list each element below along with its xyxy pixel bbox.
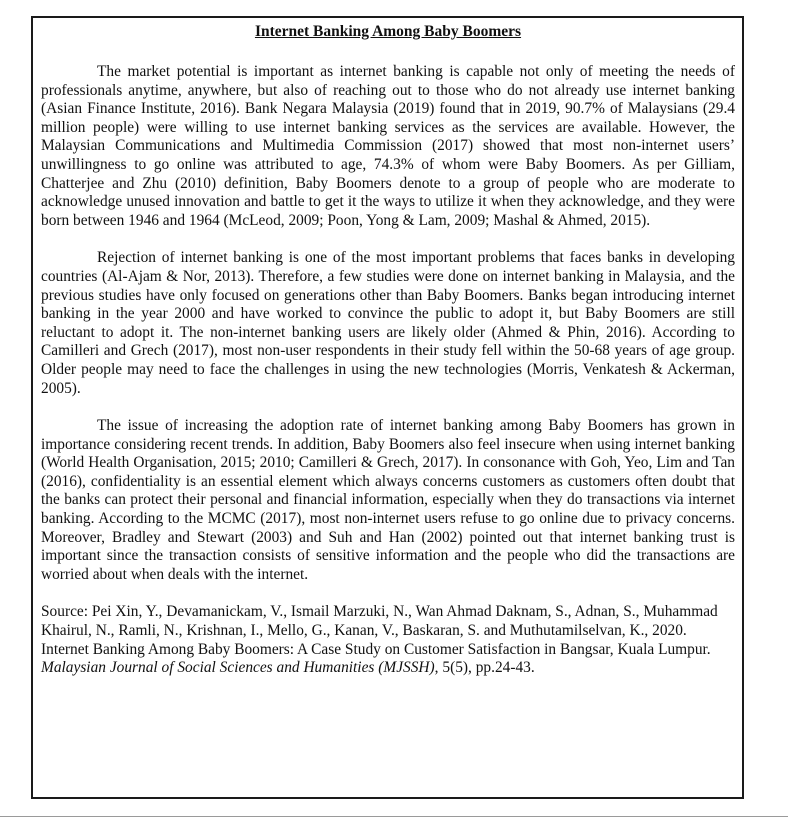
paragraph-market-potential: The market potential is important as internet banking is capable not only of meeting the needs of professionals anytime, anywhere, but also of reaching out to those who do not already use internet banking (Asian Finance Institute, 2016). Bank Negara Malaysia (2019) found that in 2019, 90.7% of Malaysians (29.4 million people) were willing to use internet banking services as the services are available. However, the Malaysian Communications and Multimedia Commission (2017) showed that most non-internet users’ unwillingness to go online was attributed to age, 74.3% of whom were Baby Boomers. As per Gilliam, Chatterjee and Zhu (2010) definition, Baby Boomers denote to a group of people who are moderate to acknowledge unused innovation and battle to get it the ways to utilize it when they acknowledge, and they were born between 1946 and 1964 (McLeod, 2009; Poon, Yong & Lam, 2009; Mashal & Ahmed, 2015). xyxy=(41,63,735,229)
article-frame xyxy=(31,16,744,799)
source-tail: , 5(5), pp.24-43. xyxy=(434,659,535,677)
journal-name: Malaysian Journal of Social Sciences and Humanities (MJSSH) xyxy=(41,659,435,677)
page-bottom-rule xyxy=(0,816,788,817)
source-citation xyxy=(41,603,735,677)
paragraph-rejection: Rejection of internet banking is one of the most important problems that faces banks in developing countries (Al-Ajam & Nor, 2013). Therefore, a few studies were done on internet banking in Malaysia, and the previous studies have only focused on generations other than Baby Boomers. Banks began introducing internet banking in the year 2000 and have worked to convince the public to adopt it, but Baby Boomers are still reluctant to adopt it. The non-internet banking users are likely older (Ahmed & Phin, 2016). According to Camilleri and Grech (2017), most non-user respondents in their study fell within the 50-68 years of age group. Older people may need to face the challenges in using the new technologies (Morris, Venkatesh & Ackerman, 2005). xyxy=(41,249,735,397)
source-text: Source: Pei Xin, Y., Devamanickam, V., Ismail Marzuki, N., Wan Ahmad Daknam, S., Adnan, S., Muhammad Khairul, N., Ramli, N., Krishnan, I., Mello, G., Kanan, V., Baskaran, S. and Muthutamilselvan, K., 2020. Internet Banking Among Baby Boomers: A Case Study on Customer Satisfaction in Bangsar, Kuala Lumpur. xyxy=(41,603,718,658)
paragraph-adoption-rate: The issue of increasing the adoption rate of internet banking among Baby Boomers has grown in importance considering recent trends. In addition, Baby Boomers also feel insecure when using internet banking (World Health Organisation, 2015; 2010; Camilleri & Grech, 2017). In consonance with Goh, Yeo, Lim and Tan (2016), confidentiality is an essential element which always concerns customers as customers often doubt that the banks can protect their personal and financial information, especially when they do transactions via internet banking. According to the MCMC (2017), most non-internet users refuse to go online due to privacy concerns. Moreover, Bradley and Stewart (2003) and Suh and Han (2002) pointed out that internet banking trust is important since the transaction consists of sensitive information and the people who did the transactions are worried about when deals with the internet. xyxy=(41,417,735,583)
article-title: Internet Banking Among Baby Boomers xyxy=(254,23,522,40)
